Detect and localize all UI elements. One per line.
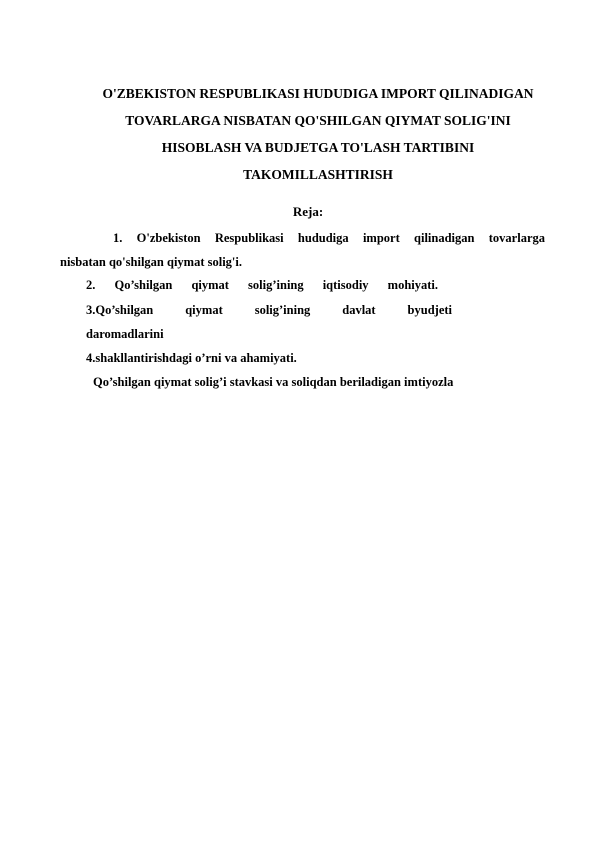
title-line-2: TOVARLARGA NISBATAN QO'SHILGAN QIYMAT SOLIG'INI — [125, 113, 511, 128]
plan-item-3-line-2: daromadlarini — [86, 327, 164, 341]
plan-item-3-line-1: 3.Qo’shilgan qiymat solig’ining davlat byudjeti — [86, 303, 452, 317]
title-line-1: O'ZBEKISTON RESPUBLIKASI HUDUDIGA IMPORT QILINADIGAN — [102, 86, 534, 101]
plan-item-1-line-1: 1. O'zbekiston Respublikasi hududiga import qilinadigan tovarlarga — [113, 231, 545, 245]
plan-item-4: 4.shakllantirishdagi o’rni va ahamiyati. — [86, 351, 297, 365]
document-title — [80, 80, 556, 188]
title-line-3: HISOBLASH VA BUDJETGA TO'LASH TARTIBINI — [161, 140, 475, 155]
plan-item-2: 2. Qo’shilgan qiymat solig’ining iqtisodiy mohiyati. — [86, 278, 438, 292]
plan-item-5: Qo’shilgan qiymat solig’i stavkasi va soliqdan beriladigan imtiyozla — [93, 375, 454, 389]
plan-item-1-line-2: nisbatan qo'shilgan qiymat solig'i. — [60, 255, 243, 269]
title-line-4: TAKOMILLASHTIRISH — [243, 167, 393, 182]
plan-heading: Reja: — [292, 204, 324, 219]
